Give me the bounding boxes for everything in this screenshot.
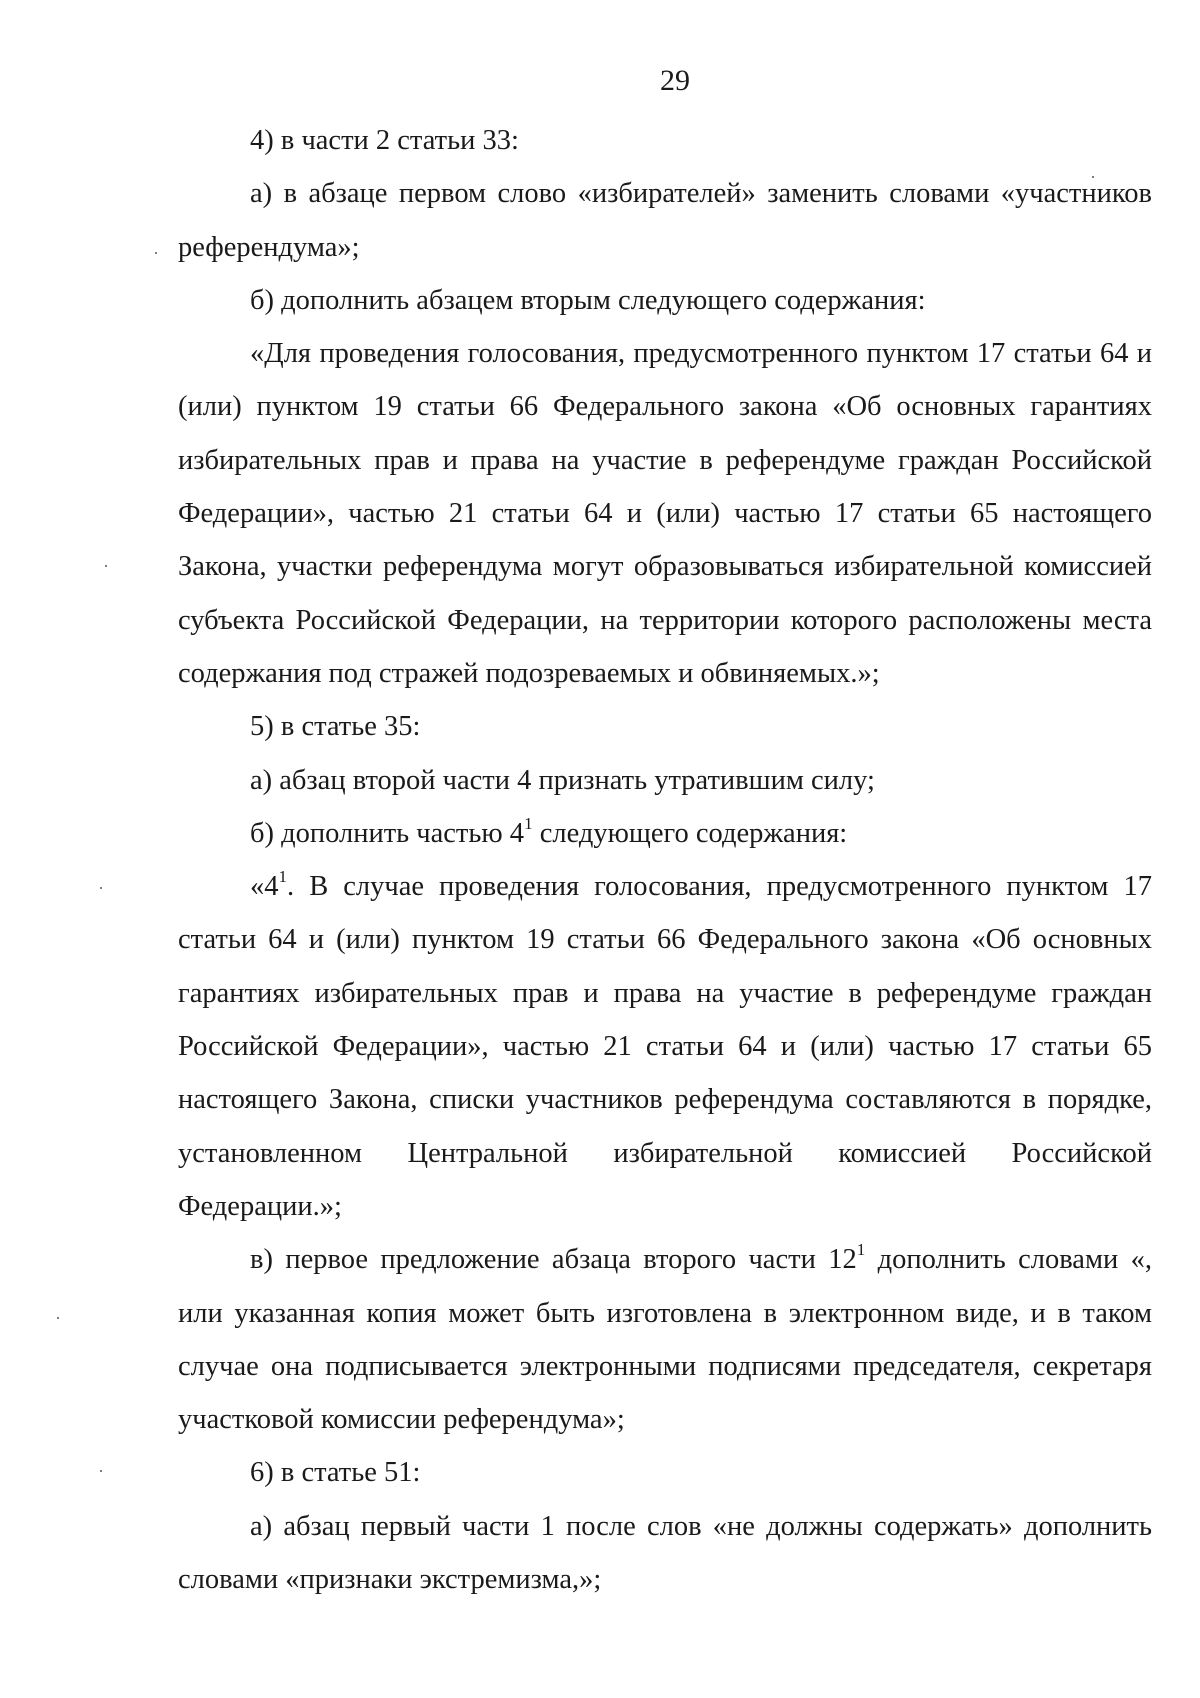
paragraph-item-5v: в) первое предложение абзаца второго части $12^1$ дополнить словами «, или указанная копия может быть изготовлена в электронном виде, и в таком случае она подписывается электронными подписями председателя, секретаря участковой комиссии референдума»;	[178, 1240, 1153, 1436]
page-number: 29	[660, 64, 690, 97]
paragraph-item-4b: б) дополнить абзацем вторым следующего содержания:	[250, 284, 926, 316]
paragraph-item-6a: а) абзац первый части 1 после слов «не должны содержать» дополнить словами «признаки экстремизма,»;	[178, 1510, 1152, 1596]
paragraph-item-5b: б) дополнить частью $4^1$ следующего содержания:	[250, 813, 848, 849]
paragraph-item-5: 5) в статье 35:	[250, 711, 421, 743]
scan-speck	[155, 252, 157, 254]
scan-speck	[100, 887, 102, 889]
scan-speck	[1092, 176, 1094, 178]
paragraph-item-4: 4) в части 2 статьи 33:	[250, 125, 519, 156]
scan-speck	[100, 1470, 102, 1472]
paragraph-item-6: 6) в статье 51:	[250, 1457, 421, 1489]
paragraph-quote-1: «Для проведения голосования, предусмотренного пунктом 17 статьи 64 и (или) пунктом 19 статьи 66 Федерального закона «Об основных гарантиях избирательных прав и права на участие в референдуме граждан Российской Федерации», частью 21 статьи 64 и (или) частью 17 статьи 65 настоящего Закона, участки референдума могут образовываться избирательной комиссией субъекта Российской Федерации, на территории которого расположены места содержания под стражей подозреваемых и обвиняемых.»;	[178, 338, 1152, 689]
paragraph-quote-2: «$4^1$. В случае проведения голосования, предусмотренного пунктом 17 статьи 64 и (или) пунктом 19 статьи 66 Федерального закона «Об основных гарантиях избирательных прав и права на участие в референдуме граждан Российской Федерации», частью 21 статьи 64 и (или) частью 17 статьи 65 настоящего Закона, списки участников референдума составляются в порядке, установленном Центральной избирательной комиссией Российской Федерации.»;	[178, 867, 1152, 1222]
paragraph-item-5a: а) абзац второй части 4 признать утратившим силу;	[250, 764, 875, 796]
scan-speck	[105, 565, 107, 567]
document-body	[178, 114, 1152, 1606]
paragraph-item-4a: а) в абзаце первом слово «избирателей» заменить словами «участников референдума»;	[178, 178, 1152, 263]
scan-speck	[57, 1317, 59, 1319]
